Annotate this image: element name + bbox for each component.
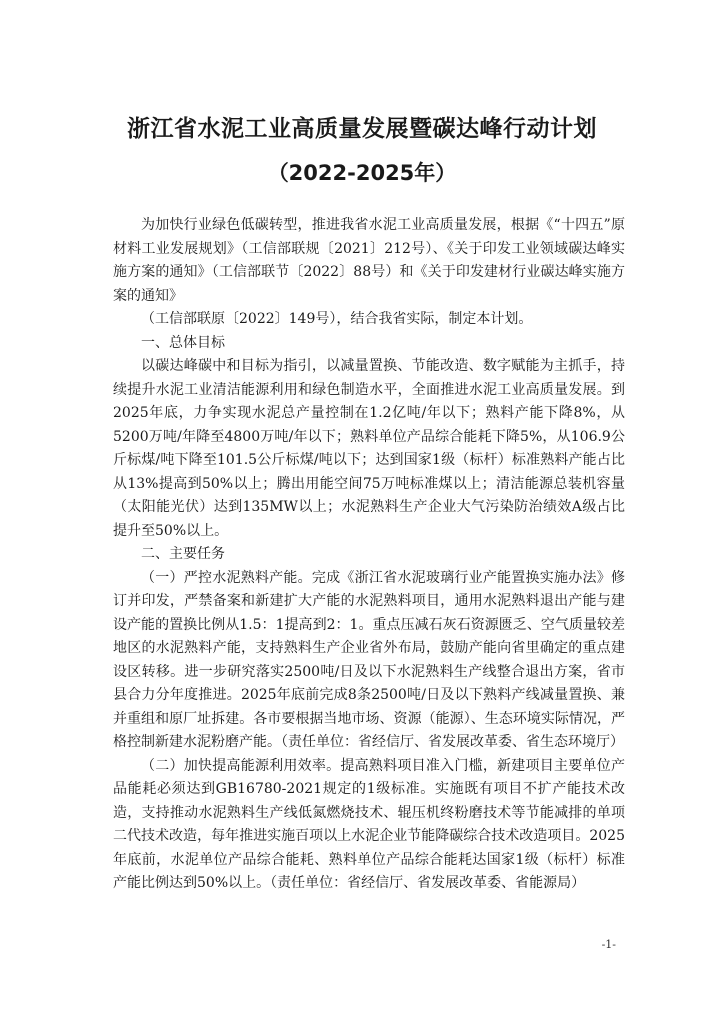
paragraph-task-1: （一）严控水泥熟料产能。完成《浙江省水泥玻璃行业产能置换实施办法》修订并印发，严禁备案和新建扩大产能的水泥熟料项目，通用水泥熟料退出产能与建设产能的置换比例从1.5：1提高到2：1。重点压减石灰石资源匮乏、空气质量较差地区的水泥熟料产能，支持熟料生产企业省外布局，鼓励产能向省里确定的重点建设区转移。进一步研究落实2500吨/日及以下水泥熟料生产线整合退出方案，省市县合力分年度推进。2025年底前完成8条2500吨/日及以下熟料产线减量置换、兼并重组和原厂址拆建。各市要根据当地市场、资源（能源）、生态环境实际情况，严格控制新建水泥粉磨产能。（责任单位：省经信厅、省发展改革委、省生态环境厅）	[113, 569, 625, 750]
paragraph-intro-continued: （工信部联原〔2022〕149号），结合我省实际，制定本计划。	[141, 311, 533, 327]
section-heading-overall-goals: 一、总体目标	[141, 334, 225, 351]
paragraph-intro: 为加快行业绿色低碳转型，推进我省水泥工业高质量发展，根据《“十四五”原材料工业发展规划》（工信部联规〔2021〕212号）、《关于印发工业领域碳达峰实施方案的通知》（工信部联节〔2022〕88号）和《关于印发建材行业碳达峰实施方案的通知》	[113, 217, 625, 304]
document-subtitle: （2022-2025年）	[267, 161, 457, 185]
document-title: 浙江省水泥工业高质量发展暨碳达峰行动计划	[127, 116, 597, 142]
page-number: -1-	[601, 938, 616, 951]
document-body	[113, 214, 625, 896]
section-heading-main-tasks: 二、主要任务	[141, 546, 225, 562]
paragraph-overall-goals: 以碳达峰碳中和目标为指引，以减量置换、节能改造、数字赋能为主抓手，持续提升水泥工业清洁能源利用和绿色制造水平，全面推进水泥工业高质量发展。到2025年底，力争实现水泥总产量控制在1.2亿吨/年以下；熟料产能下降8%，从5200万吨/年降至4800万吨/年以下；熟料单位产品综合能耗下降5%，从106.9公斤标煤/吨下降至101.5公斤标煤/吨以下；达到国家1级（标杆）标准熟料产能占比从13%提高到50%以上；腾出用能空间75万吨标准煤以上；清洁能源总装机容量（太阳能光伏）达到135MW以上；水泥熟料生产企业大气污染防治绩效A级占比提升至50%以上。	[113, 358, 625, 539]
paragraph-task-2: （二）加快提高能源利用效率。提高熟料项目准入门槛，新建项目主要单位产品能耗必须达到GB16780-2021规定的1级标准。实施既有项目不扩产能技术改造，支持推动水泥熟料生产线低氮燃烧技术、辊压机终粉磨技术等节能减排的单项二代技术改造，每年推进实施百项以上水泥企业节能降碳综合技术改造项目。2025年底前，水泥单位产品综合能耗、熟料单位产品综合能耗达国家1级（标杆）标准产能比例达到50%以上。（责任单位：省经信厅、省发展改革委、省能源局）	[113, 757, 625, 891]
